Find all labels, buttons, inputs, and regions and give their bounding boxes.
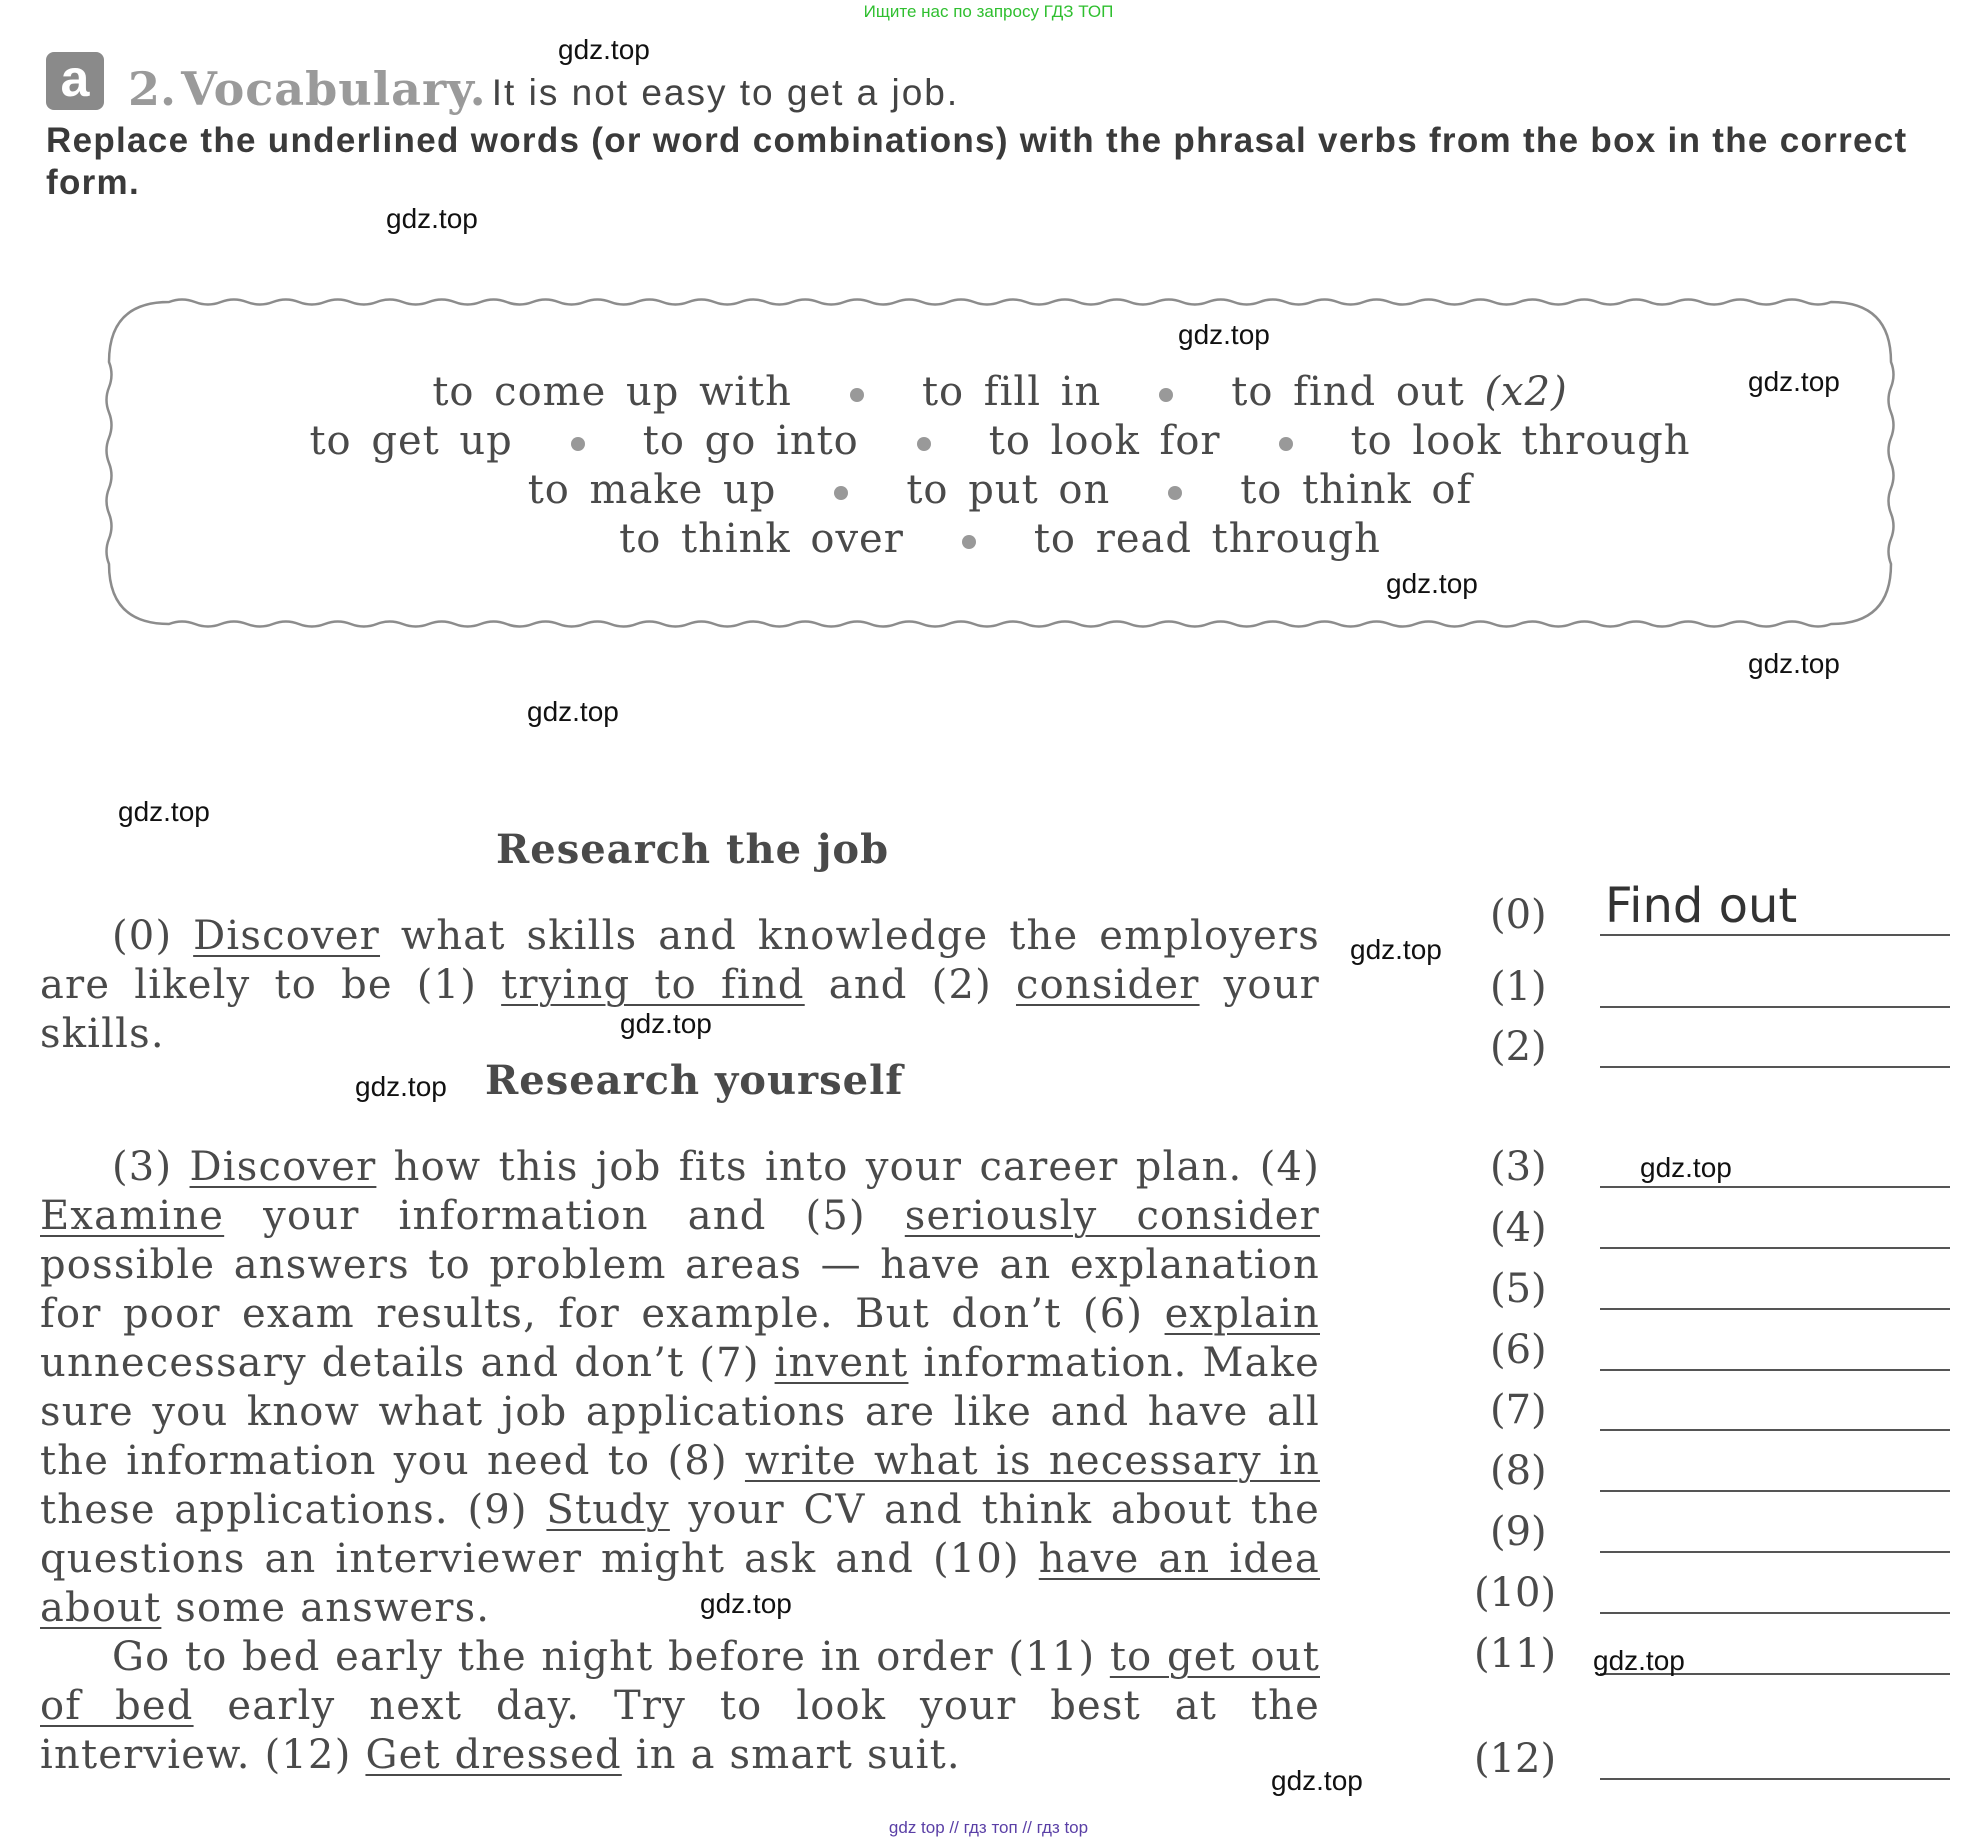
answer-label: (10)	[1474, 1570, 1557, 1616]
phrasal-verb: to look for	[988, 418, 1221, 464]
answer-label: (3)	[1490, 1144, 1547, 1190]
underlined-phrase: invent	[774, 1340, 909, 1386]
phrasal-verb: to find out	[1231, 369, 1465, 415]
answer-line[interactable]	[1600, 1006, 1950, 1008]
text-run: information. Make sure you know what job applications are like and have all the information you need to (8)	[40, 1340, 1321, 1484]
count-note: (x2)	[1484, 369, 1568, 415]
paragraph-2	[40, 1143, 1320, 1780]
text-run: (0)	[112, 913, 194, 959]
exercise-heading	[128, 62, 959, 116]
watermark: gdz.top	[118, 796, 210, 827]
text-run: unnecessary details and don’t (7)	[40, 1340, 775, 1386]
text-run: possible answers to problem areas — have an explanation for poor exam results, for example. But don’t (6)	[40, 1242, 1320, 1337]
word-box-row-2	[120, 417, 1880, 466]
word-box-row-4	[120, 515, 1880, 564]
exercise-instruction: Replace the underlined words (or word combinations) with the phrasal verbs from the box in the correct form.	[46, 121, 1908, 202]
watermark: gdz.top	[1178, 319, 1270, 350]
answer-label: (11)	[1474, 1631, 1557, 1677]
underlined-phrase: Examine	[40, 1193, 225, 1239]
answer-label: (7)	[1490, 1387, 1547, 1433]
text-run: your CV and think about the questions an interviewer might ask and (10)	[40, 1487, 1320, 1582]
text-run: how this job fits into your career plan. (4)	[376, 1144, 1320, 1190]
answer-line	[1600, 934, 1950, 936]
exercise-subtitle: It is not easy to get a job.	[491, 72, 960, 113]
word-box	[120, 368, 1880, 564]
top-banner[interactable]: Ищите нас по запросу ГДЗ ТОП	[863, 2, 1114, 21]
underlined-phrase: Study	[546, 1487, 670, 1533]
text-run: your information and (5)	[224, 1193, 905, 1239]
section-title-research-yourself: Research yourself	[485, 1057, 904, 1104]
answer-line[interactable]	[1600, 1612, 1950, 1614]
watermark: gdz.top	[1640, 1152, 1732, 1183]
phrasal-verb: to think over	[619, 516, 904, 562]
phrasal-verb: to put on	[906, 467, 1111, 513]
text-run: these applications. (9)	[40, 1487, 547, 1533]
answer-line[interactable]	[1600, 1066, 1950, 1068]
phrasal-verb: to read through	[1033, 516, 1381, 562]
bullet-icon	[1168, 486, 1182, 500]
text-run: Go to bed early the night before in order (11)	[112, 1634, 1110, 1680]
audio-icon: a	[46, 52, 104, 110]
answer-8[interactable]	[1490, 1448, 1950, 1494]
answer-12[interactable]	[1474, 1736, 1950, 1782]
text-run: your skills.	[40, 962, 1320, 1057]
text-run: and (2)	[804, 962, 1016, 1008]
answer-label: (6)	[1490, 1327, 1547, 1373]
underlined-phrase: Discover	[193, 913, 381, 959]
phrasal-verb: to make up	[527, 467, 777, 513]
answer-0	[1490, 878, 1950, 938]
watermark: gdz.top	[527, 696, 619, 727]
answer-label: (12)	[1474, 1736, 1557, 1782]
watermark: gdz.top	[1350, 934, 1442, 965]
answer-10[interactable]	[1474, 1570, 1950, 1616]
paragraph-text	[40, 1633, 1320, 1780]
watermark: gdz.top	[700, 1588, 792, 1619]
answer-2[interactable]	[1490, 1024, 1950, 1070]
word-box-row-1	[120, 368, 1880, 417]
answer-label: (2)	[1490, 1024, 1547, 1070]
text-run: early next day. Try to look your best at the interview. (12)	[40, 1683, 1320, 1778]
handwritten-answer: Find out	[1605, 878, 1798, 934]
phrasal-verb: to think of	[1240, 467, 1473, 513]
phrasal-verb: to come up with	[432, 369, 792, 415]
watermark: gdz.top	[1271, 1765, 1363, 1796]
answer-line[interactable]	[1600, 1308, 1950, 1310]
answer-line[interactable]	[1600, 1186, 1950, 1188]
text-run: in a smart suit.	[621, 1732, 961, 1778]
watermark: gdz.top	[1386, 568, 1478, 599]
phrasal-verb: to fill in	[921, 369, 1102, 415]
underlined-phrase: write what is necessary in	[744, 1438, 1320, 1484]
answer-label: (1)	[1490, 964, 1547, 1010]
section-title-research-job: Research the job	[496, 826, 890, 873]
answer-5[interactable]	[1490, 1266, 1950, 1312]
bullet-icon	[850, 388, 864, 402]
answer-line[interactable]	[1600, 1551, 1950, 1553]
answer-label: (8)	[1490, 1448, 1547, 1494]
watermark: gdz.top	[1593, 1645, 1685, 1676]
bullet-icon	[917, 437, 931, 451]
answer-line[interactable]	[1600, 1369, 1950, 1371]
underlined-phrase: trying to find	[501, 962, 805, 1008]
underlined-phrase: to get out of bed	[40, 1634, 1320, 1729]
answer-label: (5)	[1490, 1266, 1547, 1312]
exercise-number: 2.	[128, 62, 177, 116]
paragraph-text	[40, 1143, 1320, 1633]
watermark: gdz.top	[1748, 648, 1840, 679]
watermark: gdz.top	[558, 34, 650, 65]
text-run: some answers.	[161, 1585, 491, 1631]
answer-line[interactable]	[1600, 1247, 1950, 1249]
answer-4[interactable]	[1490, 1205, 1950, 1251]
watermark: gdz.top	[1748, 366, 1840, 397]
phrasal-verb: to go into	[642, 418, 859, 464]
answer-label: (9)	[1490, 1509, 1547, 1555]
text-run: what skills and knowledge the employers are likely to be (1)	[40, 913, 1320, 1008]
exercise-title: Vocabulary.	[181, 62, 487, 116]
footer-links[interactable]: gdz top // гдз топ // гдз top	[888, 1818, 1089, 1837]
watermark: gdz.top	[620, 1008, 712, 1039]
watermark: gdz.top	[386, 203, 478, 234]
underlined-phrase: explain	[1164, 1291, 1320, 1337]
text-run: (3)	[112, 1144, 190, 1190]
answer-7[interactable]	[1490, 1387, 1950, 1433]
bullet-icon	[1279, 437, 1293, 451]
underlined-phrase: Discover	[189, 1144, 377, 1190]
bullet-icon	[834, 486, 848, 500]
underlined-phrase: seriously consider	[904, 1193, 1321, 1239]
underlined-phrase: Get dressed	[365, 1732, 622, 1778]
answer-line[interactable]	[1600, 1490, 1950, 1492]
answer-label: (0)	[1490, 892, 1547, 938]
bullet-icon	[1159, 388, 1173, 402]
bullet-icon	[962, 535, 976, 549]
phrasal-verb: to get up	[309, 418, 513, 464]
phrasal-verb: to look through	[1350, 418, 1691, 464]
word-box-row-3	[120, 466, 1880, 515]
answer-line[interactable]	[1600, 1778, 1950, 1780]
watermark: gdz.top	[355, 1071, 447, 1102]
answer-1[interactable]	[1490, 964, 1950, 1010]
answer-6[interactable]	[1490, 1327, 1950, 1373]
answer-11[interactable]	[1474, 1631, 1950, 1677]
underlined-phrase: consider	[1015, 962, 1200, 1008]
answer-9[interactable]	[1490, 1509, 1950, 1555]
answer-label: (4)	[1490, 1205, 1547, 1251]
answer-line[interactable]	[1600, 1429, 1950, 1431]
bullet-icon	[571, 437, 585, 451]
underlined-phrase: have an idea about	[40, 1536, 1320, 1631]
